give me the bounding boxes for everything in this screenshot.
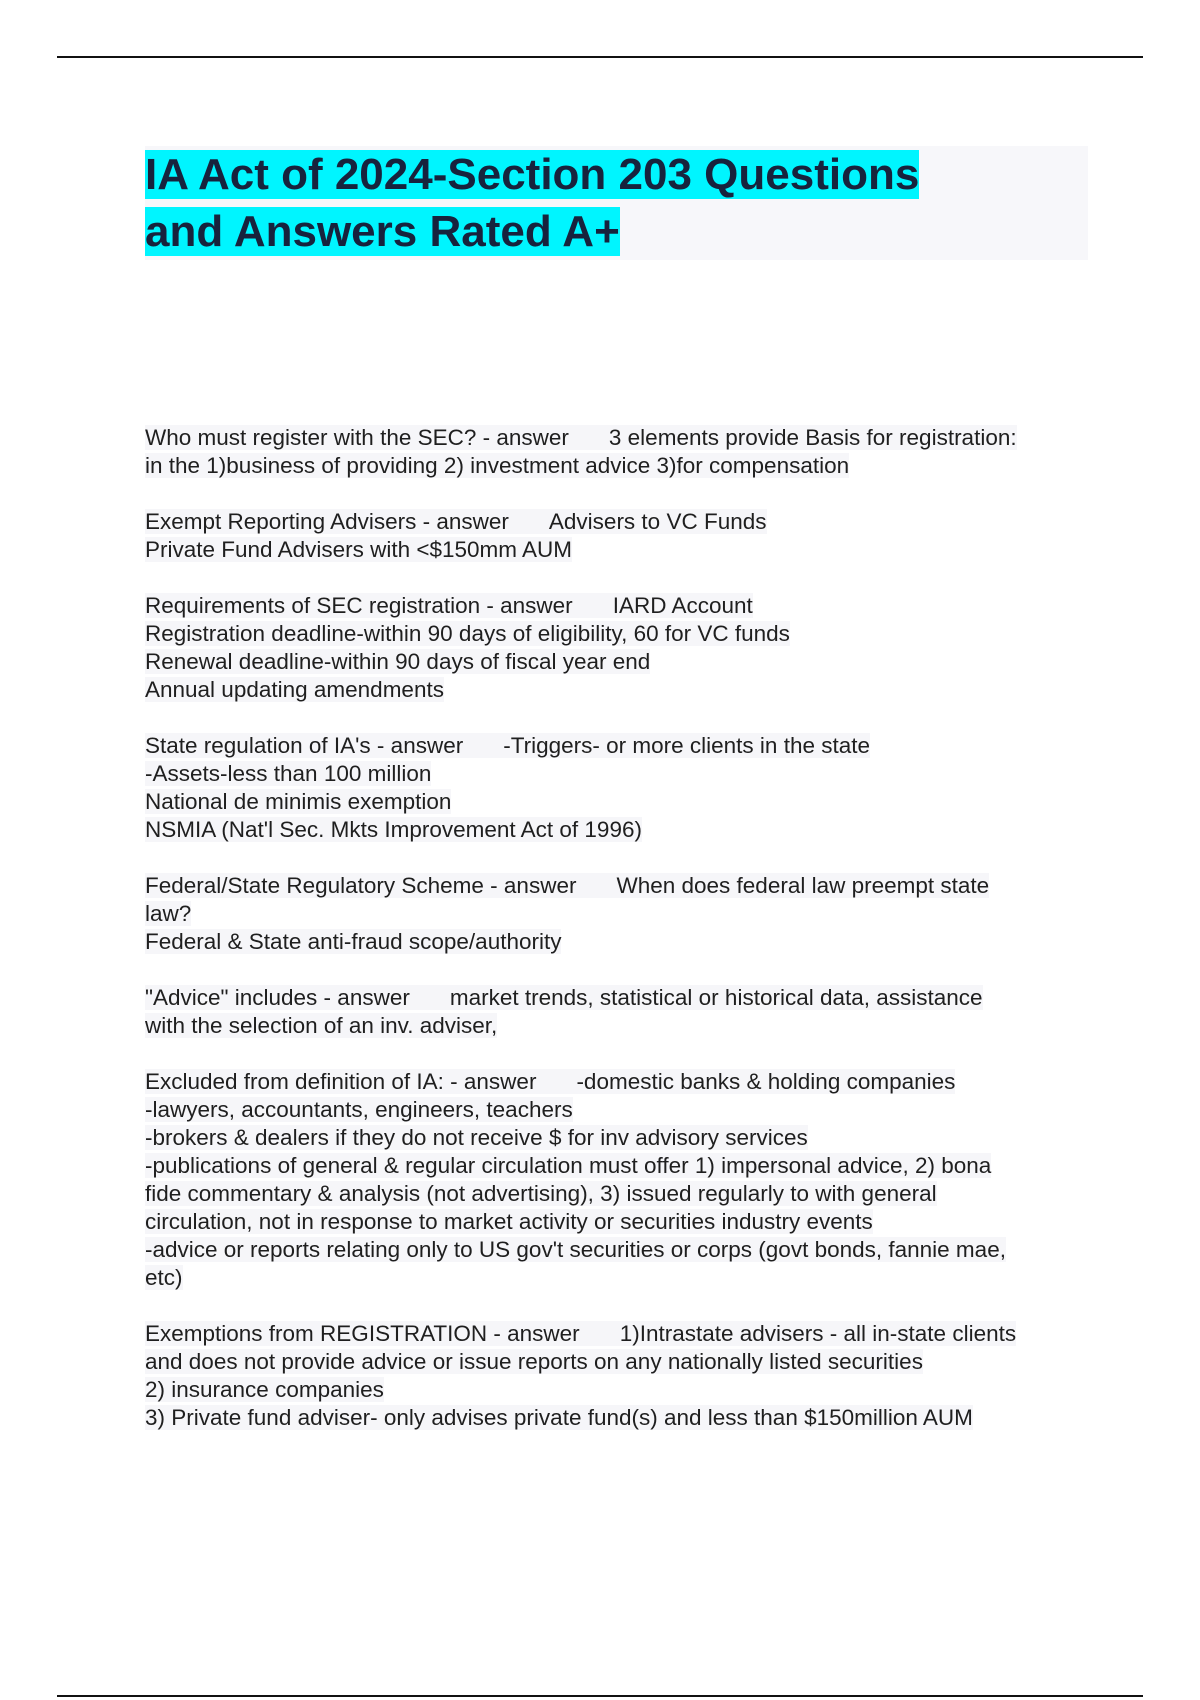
qa-answer-line — [145, 1236, 1090, 1264]
qa-answer-line-text: fide commentary & analysis (not advertising), 3) issued regularly to with general — [145, 1181, 937, 1206]
qa-item — [145, 424, 1090, 480]
qa-first-line-text — [145, 873, 989, 898]
qa-answer-line — [145, 788, 1090, 816]
qa-answer: -domestic banks & holding companies — [576, 1069, 956, 1094]
qa-first-line — [145, 424, 1090, 452]
qa-answer-line-text: -brokers & dealers if they do not receive $ for inv advisory services — [145, 1125, 808, 1150]
title-line-1: IA Act of 2024-Section 203 Questions — [145, 150, 920, 199]
qa-answer-line-text: in the 1)business of providing 2) investment advice 3)for compensation — [145, 453, 850, 478]
qa-answer: When does federal law preempt state — [616, 873, 990, 898]
qa-question: Federal/State Regulatory Scheme - answer — [145, 873, 577, 898]
qa-first-line — [145, 592, 1090, 620]
qa-answer-line — [145, 452, 1090, 480]
qa-item — [145, 592, 1090, 704]
qa-first-line-text — [145, 1069, 955, 1094]
qa-answer-line — [145, 1124, 1090, 1152]
qa-answer-line — [145, 1180, 1090, 1208]
qa-first-line-text — [145, 1321, 1016, 1346]
qa-answer-line-text: 3) Private fund adviser- only advises private fund(s) and less than $150million AUM — [145, 1405, 973, 1430]
qa-list — [145, 424, 1090, 1460]
qa-item — [145, 984, 1090, 1040]
qa-first-line — [145, 984, 1090, 1012]
qa-question: Exemptions from REGISTRATION - answer — [145, 1321, 580, 1346]
qa-question: Requirements of SEC registration - answer — [145, 593, 573, 618]
qa-answer-line — [145, 648, 1090, 676]
qa-question: Who must register with the SEC? - answer — [145, 425, 569, 450]
qa-first-line — [145, 872, 1090, 900]
qa-first-line — [145, 1068, 1090, 1096]
document-title — [145, 146, 1088, 260]
qa-answer-line-text: Federal & State anti-fraud scope/authority — [145, 929, 562, 954]
qa-answer: 3 elements provide Basis for registration: — [608, 425, 1017, 450]
qa-answer-line — [145, 816, 1090, 844]
qa-answer-line-text: 2) insurance companies — [145, 1377, 384, 1402]
qa-answer-line-text: law? — [145, 901, 192, 926]
qa-answer-line — [145, 1096, 1090, 1124]
qa-first-line-text — [145, 985, 983, 1010]
qa-item — [145, 1068, 1090, 1292]
qa-answer-line-text: Private Fund Advisers with <$150mm AUM — [145, 537, 573, 562]
qa-answer: -Triggers- or more clients in the state — [503, 733, 871, 758]
qa-question: "Advice" includes - answer — [145, 985, 410, 1010]
qa-answer-line-text: -lawyers, accountants, engineers, teachers — [145, 1097, 573, 1122]
qa-answer-line — [145, 676, 1090, 704]
qa-first-line — [145, 508, 1090, 536]
qa-answer-line — [145, 1348, 1090, 1376]
qa-question: State regulation of IA's - answer — [145, 733, 464, 758]
qa-answer-line — [145, 928, 1090, 956]
qa-item — [145, 508, 1090, 564]
footer-rule — [57, 1695, 1143, 1697]
qa-answer: market trends, statistical or historical data, assistance — [449, 985, 983, 1010]
qa-answer-line — [145, 1152, 1090, 1180]
qa-answer: 1)Intrastate advisers - all in-state clients — [619, 1321, 1017, 1346]
qa-answer-line — [145, 900, 1090, 928]
qa-answer-line-text: Registration deadline-within 90 days of eligibility, 60 for VC funds — [145, 621, 790, 646]
qa-answer-line-text: and does not provide advice or issue reports on any nationally listed securities — [145, 1349, 923, 1374]
header-rule — [57, 56, 1143, 58]
qa-first-line-text — [145, 425, 1017, 450]
qa-answer-line — [145, 1264, 1090, 1292]
qa-first-line — [145, 1320, 1090, 1348]
qa-answer-line — [145, 1404, 1090, 1432]
qa-item — [145, 872, 1090, 956]
qa-answer-line — [145, 620, 1090, 648]
qa-answer-line-text: NSMIA (Nat'l Sec. Mkts Improvement Act of 1996) — [145, 817, 642, 842]
qa-answer-line — [145, 536, 1090, 564]
qa-answer-line-text: etc) — [145, 1265, 183, 1290]
qa-first-line-text — [145, 733, 870, 758]
qa-question: Excluded from definition of IA: - answer — [145, 1069, 537, 1094]
qa-answer-line — [145, 1376, 1090, 1404]
qa-item — [145, 732, 1090, 844]
qa-first-line — [145, 732, 1090, 760]
qa-answer-line-text: with the selection of an inv. adviser, — [145, 1013, 498, 1038]
qa-first-line-text — [145, 509, 767, 534]
qa-answer: Advisers to VC Funds — [548, 509, 767, 534]
qa-answer-line-text: -advice or reports relating only to US gov't securities or corps (govt bonds, fannie mae, — [145, 1237, 1006, 1262]
qa-answer-line — [145, 760, 1090, 788]
qa-answer-line-text: Renewal deadline-within 90 days of fiscal year end — [145, 649, 651, 674]
qa-answer-line — [145, 1012, 1090, 1040]
title-line-2: and Answers Rated A+ — [145, 207, 620, 256]
qa-answer-line-text: -Assets-less than 100 million — [145, 761, 432, 786]
title-block — [145, 146, 1088, 260]
qa-answer-line-text: Annual updating amendments — [145, 677, 444, 702]
qa-answer-line-text: circulation, not in response to market activity or securities industry events — [145, 1209, 873, 1234]
qa-first-line-text — [145, 593, 753, 618]
qa-answer-line-text: National de minimis exemption — [145, 789, 452, 814]
qa-answer: IARD Account — [612, 593, 753, 618]
qa-question: Exempt Reporting Advisers - answer — [145, 509, 509, 534]
qa-answer-line — [145, 1208, 1090, 1236]
qa-item — [145, 1320, 1090, 1432]
qa-answer-line-text: -publications of general & regular circulation must offer 1) impersonal advice, 2) bona — [145, 1153, 992, 1178]
